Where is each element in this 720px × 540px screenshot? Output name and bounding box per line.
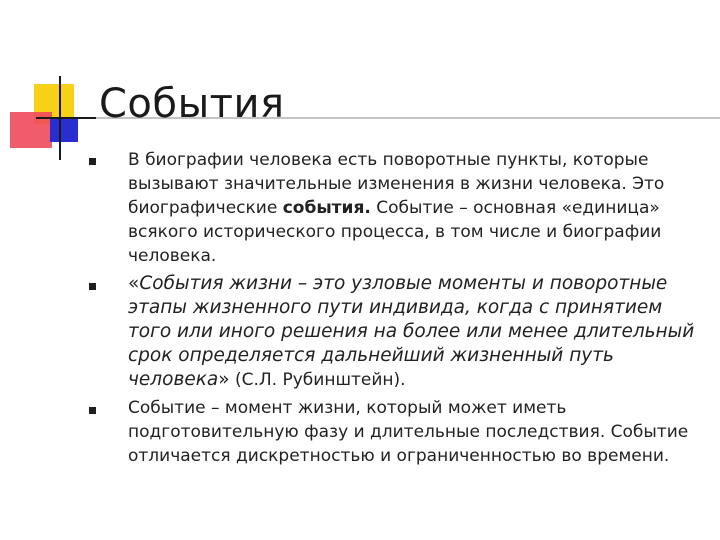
bullet-item-1 bbox=[0, 148, 720, 268]
square-bullet-icon bbox=[89, 283, 96, 290]
bullet-2-open-quote: « bbox=[128, 273, 140, 294]
bullet-text-1 bbox=[128, 148, 708, 268]
bullet-list bbox=[0, 148, 720, 472]
blue-square bbox=[50, 118, 78, 142]
bullet-1-bold: события. bbox=[282, 198, 371, 218]
bullet-item-3 bbox=[0, 396, 720, 468]
square-bullet-icon bbox=[89, 407, 96, 414]
bullet-1-post: Событие – основная «единица» всякого исторического процесса, в том числе и биографии человека. bbox=[128, 198, 662, 266]
bullet-item-2 bbox=[0, 272, 720, 392]
square-bullet-icon bbox=[89, 158, 96, 165]
bullet-1-pre: В биографии человека есть поворотные пункты, которые вызывают значительные изменения в жизни человека. Это биографические bbox=[128, 150, 665, 218]
bullet-text-2 bbox=[128, 272, 708, 392]
bullet-2-italic: События жизни – это узловые моменты и поворотные этапы жизненного пути индивида, когда с принятием того или иного решения на более или менее длительный срок определяется дальнейший жизненный путь человека bbox=[128, 273, 695, 390]
bullet-2-post: (С.Л. Рубинштейн). bbox=[229, 370, 406, 390]
slide-title: События bbox=[99, 81, 285, 127]
bullet-2-close-quote: » bbox=[218, 369, 230, 390]
bullet-text-3: Событие – момент жизни, который может иметь подготовительную фазу и длительные последствия. Событие отличается дискретностью и ограниченностью во времени. bbox=[128, 398, 689, 466]
